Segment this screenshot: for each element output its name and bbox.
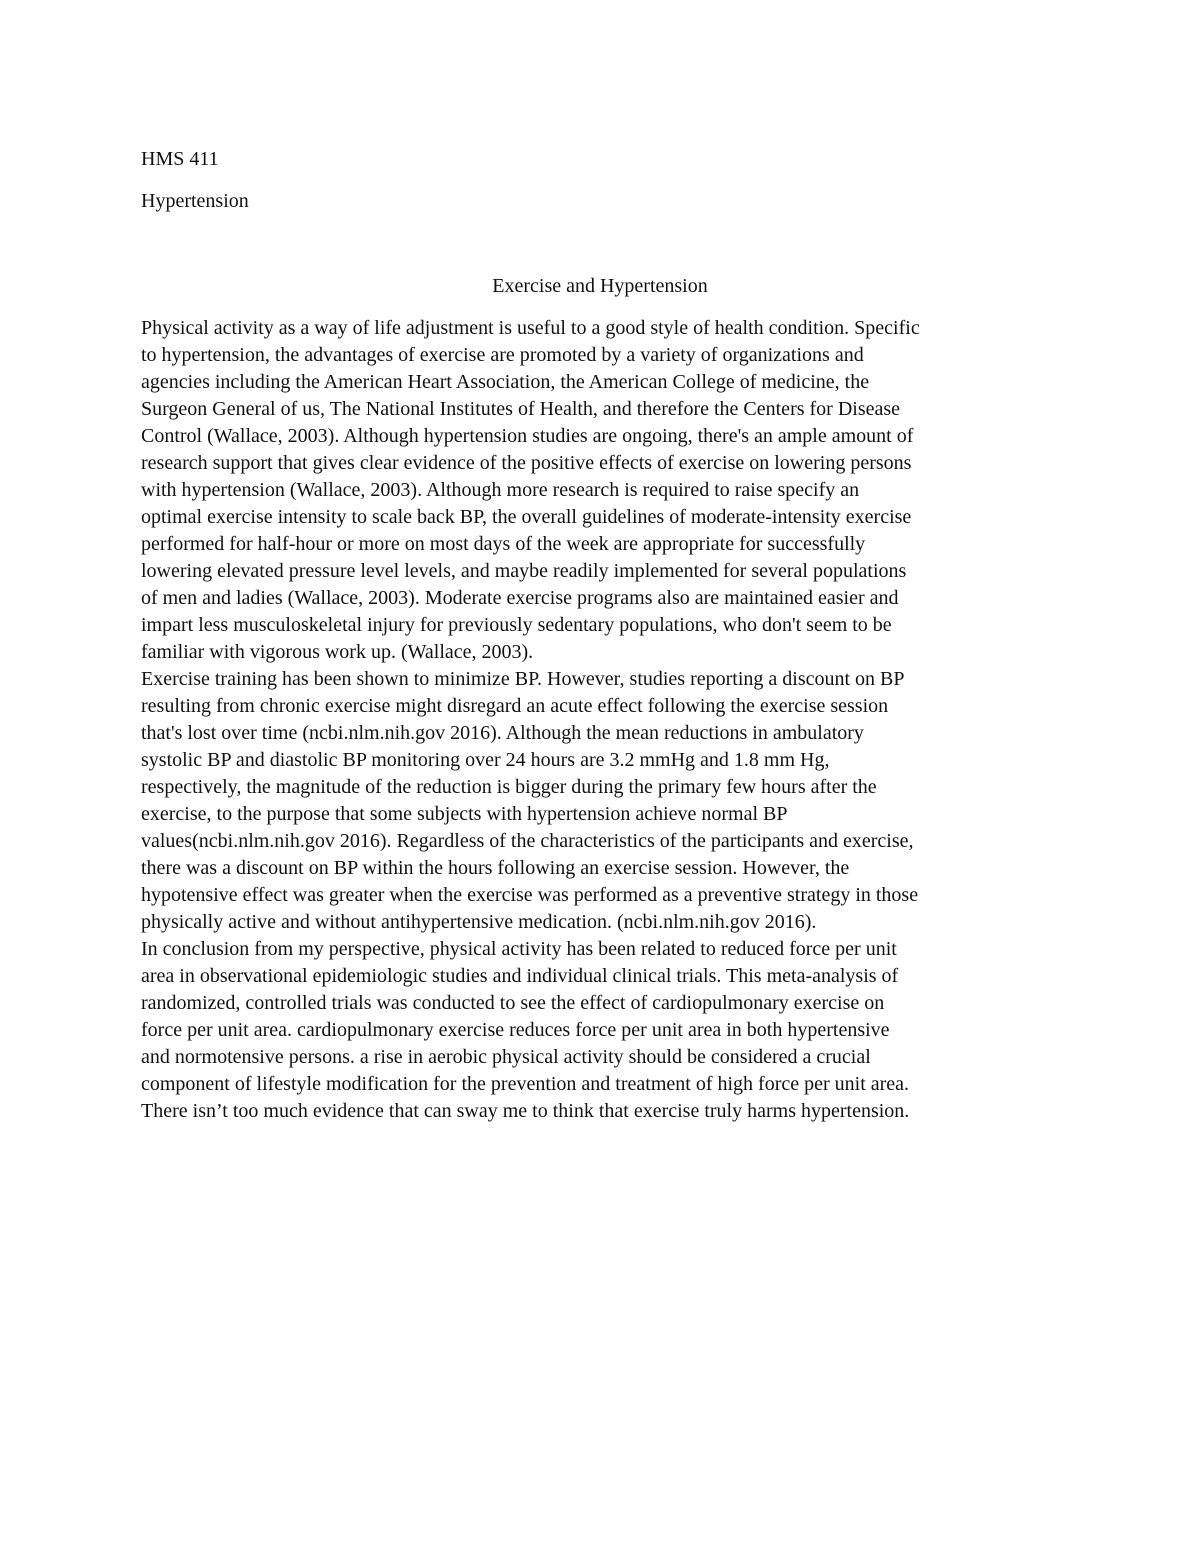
body-line: values(ncbi.nlm.nih.gov 2016). Regardless of the characteristics of the participants and exercise, bbox=[141, 830, 914, 852]
body-line: Physical activity as a way of life adjustment is useful to a good style of health condition. Specific bbox=[141, 317, 920, 339]
body-line: familiar with vigorous work up. (Wallace, 2003). bbox=[141, 641, 534, 663]
body-line: Control (Wallace, 2003). Although hypertension studies are ongoing, there's an ample amount of bbox=[141, 425, 914, 447]
course-code: HMS 411 bbox=[141, 148, 219, 170]
body-line: with hypertension (Wallace, 2003). Although more research is required to raise specify an bbox=[141, 479, 860, 501]
body-line: of men and ladies (Wallace, 2003). Moderate exercise programs also are maintained easier and bbox=[141, 587, 899, 609]
body-line: that's lost over time (ncbi.nlm.nih.gov 2016). Although the mean reductions in ambulatory bbox=[141, 722, 864, 744]
body-line: exercise, to the purpose that some subjects with hypertension achieve normal BP bbox=[141, 803, 788, 825]
body-line: impart less musculoskeletal injury for previously sedentary populations, who don't seem to be bbox=[141, 614, 892, 636]
body-line: physically active and without antihypertensive medication. (ncbi.nlm.nih.gov 2016). bbox=[141, 911, 817, 933]
body-line: force per unit area. cardiopulmonary exercise reduces force per unit area in both hypertensive bbox=[141, 1019, 890, 1041]
body-line: resulting from chronic exercise might disregard an acute effect following the exercise session bbox=[141, 695, 889, 717]
body-line: component of lifestyle modification for the prevention and treatment of high force per unit area. bbox=[141, 1073, 910, 1095]
body-line: agencies including the American Heart Association, the American College of medicine, the bbox=[141, 371, 870, 393]
body-line: and normotensive persons. a rise in aerobic physical activity should be considered a crucial bbox=[141, 1046, 871, 1068]
body-line: There isn’t too much evidence that can sway me to think that exercise truly harms hypertension. bbox=[141, 1100, 910, 1122]
body-line: Exercise training has been shown to minimize BP. However, studies reporting a discount on BP bbox=[141, 668, 905, 690]
body-line: research support that gives clear evidence of the positive effects of exercise on lowering persons bbox=[141, 452, 912, 474]
document-title: Exercise and Hypertension bbox=[492, 275, 708, 297]
course-topic: Hypertension bbox=[141, 190, 249, 212]
body-line: hypotensive effect was greater when the exercise was performed as a preventive strategy in those bbox=[141, 884, 919, 906]
body-line: systolic BP and diastolic BP monitoring over 24 hours are 3.2 mmHg and 1.8 mm Hg, bbox=[141, 749, 830, 771]
body-line: there was a discount on BP within the hours following an exercise session. However, the bbox=[141, 857, 850, 879]
body-line: to hypertension, the advantages of exercise are promoted by a variety of organizations and bbox=[141, 344, 864, 366]
body-line: area in observational epidemiologic studies and individual clinical trials. This meta-analysis of bbox=[141, 965, 899, 987]
body-line: performed for half-hour or more on most days of the week are appropriate for successfully bbox=[141, 533, 866, 555]
body-line: In conclusion from my perspective, physical activity has been related to reduced force per unit bbox=[141, 938, 897, 960]
body-line: optimal exercise intensity to scale back BP, the overall guidelines of moderate-intensity exercise bbox=[141, 506, 912, 528]
body-line: respectively, the magnitude of the reduction is bigger during the primary few hours after the bbox=[141, 776, 877, 798]
body-line: randomized, controlled trials was conducted to see the effect of cardiopulmonary exercise on bbox=[141, 992, 885, 1014]
essay-body bbox=[141, 315, 1081, 1125]
body-line: Surgeon General of us, The National Institutes of Health, and therefore the Centers for Disease bbox=[141, 398, 901, 420]
body-line: lowering elevated pressure level levels, and maybe readily implemented for several populations bbox=[141, 560, 907, 582]
